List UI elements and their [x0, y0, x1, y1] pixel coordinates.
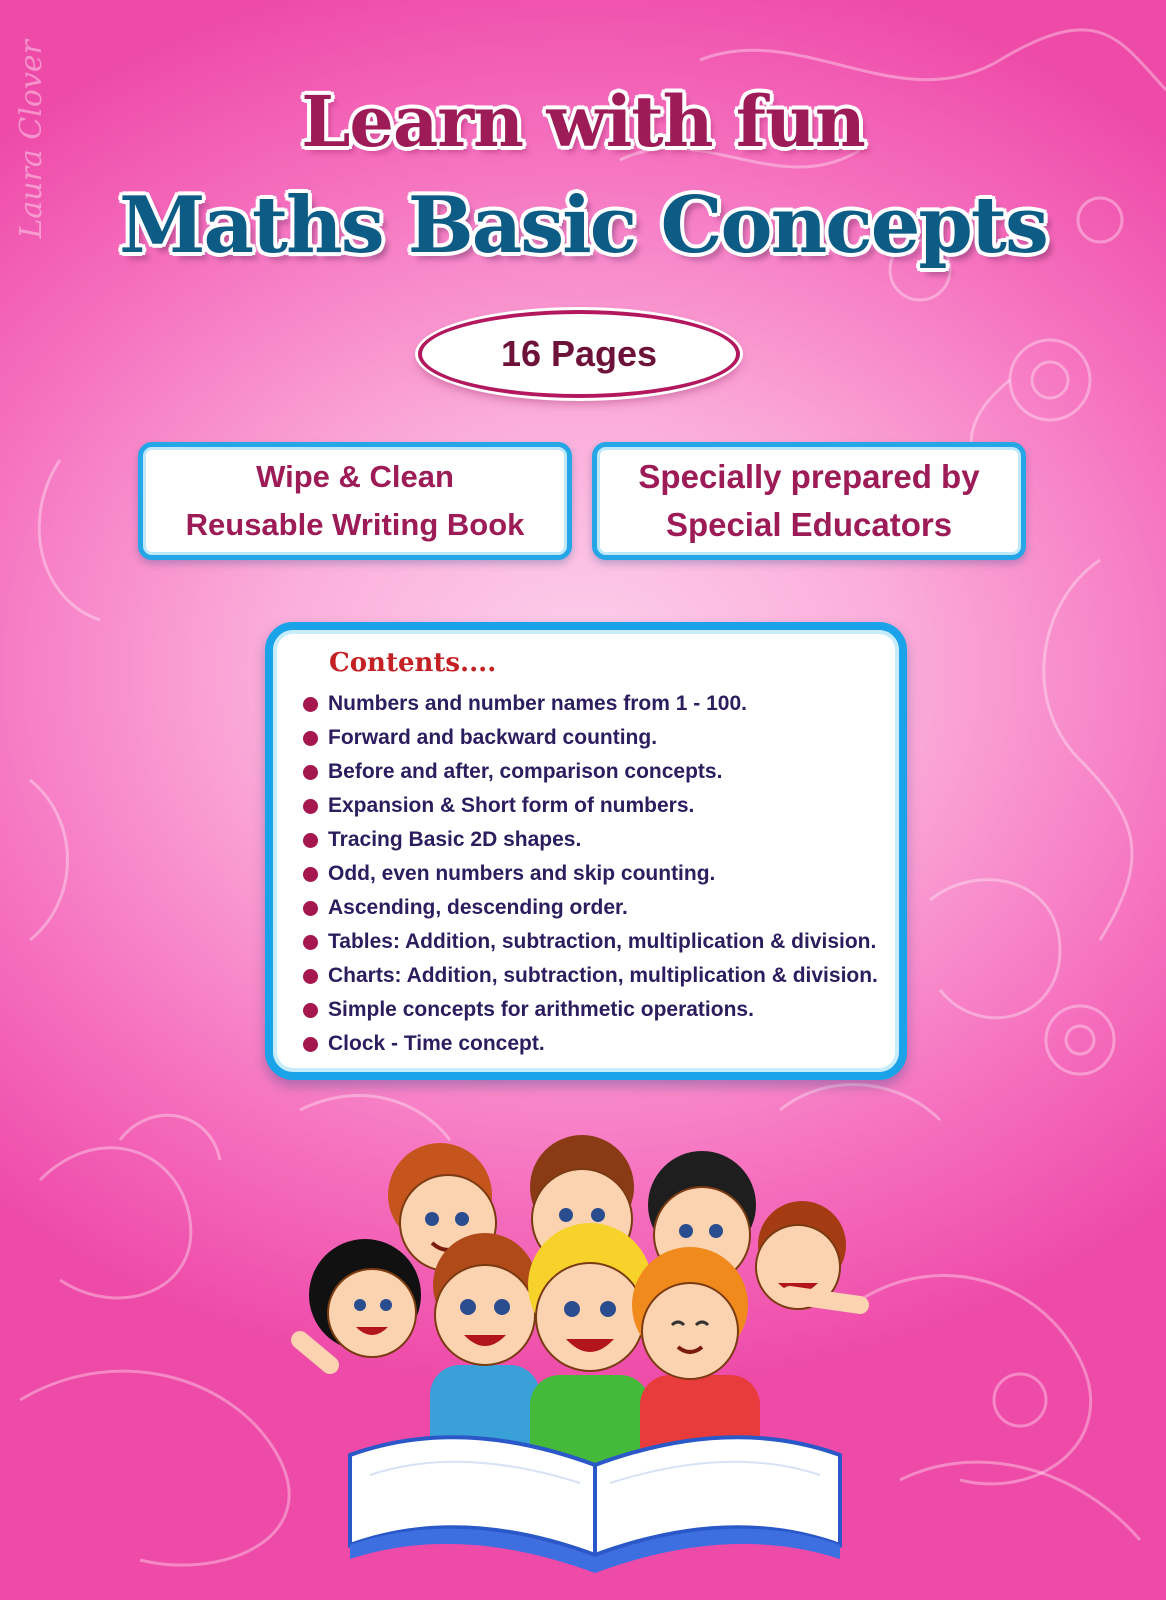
list-item: [303, 925, 878, 959]
children-reading-book-illustration: [290, 1135, 910, 1595]
list-item: [303, 993, 878, 1027]
info-box-special-educators-line2: Special Educators: [665, 506, 953, 543]
list-item: [303, 959, 878, 993]
bullet-icon: [303, 901, 318, 916]
list-item-text: Expansion & Short form of numbers.: [328, 794, 695, 817]
pages-badge-label: 16 Pages: [500, 333, 658, 374]
bullet-icon: [303, 731, 318, 746]
list-item-text: Forward and backward counting.: [328, 726, 658, 749]
list-item: [303, 891, 878, 925]
list-item-text: Tracing Basic 2D shapes.: [328, 828, 582, 851]
bullet-icon: [303, 697, 318, 712]
list-item-text: Before and after, comparison concepts.: [328, 760, 723, 783]
child-left: [300, 1239, 421, 1365]
info-box-wipe-clean-line1: Wipe & Clean: [256, 459, 454, 494]
bullet-icon: [303, 1037, 318, 1052]
list-item-text: Ascending, descending order.: [328, 896, 628, 919]
list-item: [303, 789, 878, 823]
list-item-text: Tables: Addition, subtraction, multiplication & division.: [328, 930, 877, 953]
bullet-icon: [303, 867, 318, 882]
bullet-icon: [303, 765, 318, 780]
list-item-text: Clock - Time concept.: [328, 1032, 545, 1055]
list-item-text: Numbers and number names from 1 - 100.: [328, 692, 747, 715]
bullet-icon: [303, 833, 318, 848]
list-item: [303, 687, 878, 721]
list-item: [303, 755, 878, 789]
list-item-text: Simple concepts for arithmetic operations.: [328, 998, 754, 1021]
title-learn-with-fun: Learn with fun: [301, 80, 865, 163]
pages-badge: [418, 310, 740, 398]
contents-list: [303, 687, 878, 1061]
list-item-text: Charts: Addition, subtraction, multiplication & division.: [328, 964, 878, 987]
bullet-icon: [303, 799, 318, 814]
bullet-icon: [303, 935, 318, 950]
contents-box: [265, 622, 907, 1080]
list-item-text: Odd, even numbers and skip counting.: [328, 862, 716, 885]
info-box-wipe-clean-line2: Reusable Writing Book: [185, 507, 525, 542]
info-box-wipe-clean: [138, 442, 572, 560]
list-item: [303, 721, 878, 755]
brand-signature: Laura Clover: [14, 40, 49, 239]
bullet-icon: [303, 969, 318, 984]
list-item: [303, 1027, 878, 1061]
title-maths-basic-concepts: Maths Basic Concepts: [119, 180, 1047, 271]
bullet-icon: [303, 1003, 318, 1018]
info-box-special-educators: [592, 442, 1026, 560]
list-item: [303, 823, 878, 857]
contents-heading: Contents....: [329, 648, 497, 678]
info-box-special-educators-line1: Specially prepared by: [638, 458, 980, 495]
list-item: [303, 857, 878, 891]
